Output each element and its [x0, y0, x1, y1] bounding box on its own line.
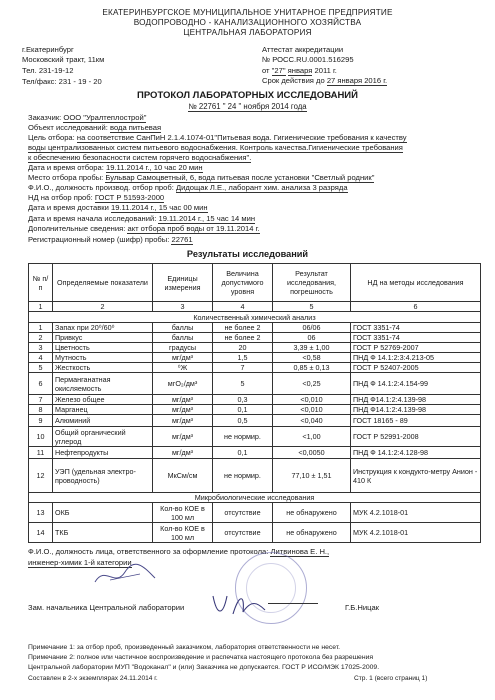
row-result: <0,58 [273, 353, 351, 363]
col-number: 3 [153, 302, 213, 312]
row-parameter: УЭП (удельная электро-проводность) [53, 459, 153, 493]
accreditation-title: Аттестат аккредитации [262, 45, 344, 54]
purpose-line3 [28, 153, 251, 162]
customer-value: ООО "Уралтеплострой" [63, 113, 147, 122]
row-number: 1 [29, 323, 53, 333]
section-micro-label: Микробиологические исследования [29, 493, 481, 503]
row-parameter: Жесткость [53, 363, 153, 373]
row-result: <1,00 [273, 427, 351, 447]
nd-value: ГОСТ Р 51593-2000 [94, 193, 165, 202]
row-limit: 7 [213, 363, 273, 373]
row-parameter: Цветность [53, 343, 153, 353]
extra-label: Дополнительные сведения: [28, 224, 126, 233]
sampling-label: Дата и время отбора: [28, 163, 104, 172]
row-limit: 1,5 [213, 353, 273, 363]
responsible-label: Ф.И.О., должность лица, ответственного за оформление протокола: [28, 547, 269, 556]
table-row [29, 323, 481, 333]
purpose-value-2: воды централизованных систем питьевого водоснабжения. Контроль качества.Гигиенические требования [28, 143, 403, 152]
responsible-name: Литвинова Е. Н., [270, 547, 330, 556]
protocol-number-text: № 22761 " 24 " ноября 2014 года [188, 102, 307, 111]
footer-pages: Стр. 1 (всего страниц 1) [354, 675, 428, 682]
row-parameter: Перманганатная окисляемость [53, 373, 153, 395]
row-number: 7 [29, 395, 53, 405]
row-unit-line1: Кол-во КОЕ в [160, 503, 205, 513]
note-1: Примечание 1: за отбор проб, произведенный заказчиком, лаборатория ответственности не несет. [28, 644, 341, 651]
row-number: 5 [29, 363, 53, 373]
row-parameter: Привкус [53, 333, 153, 343]
object-label: Объект исследований: [28, 123, 108, 132]
person-value: Дидощак Л.Е., лаборант хим. анализа 3 разряда [175, 183, 348, 192]
row-unit: мг/дм³ [153, 415, 213, 427]
row-method: ГОСТ 18165 - 89 [351, 415, 481, 427]
col-num-header: № п/п [29, 264, 53, 302]
address-tel: Тел. 231-19-12 [22, 66, 74, 75]
section-row-micro [29, 493, 481, 503]
row-unit: баллы [153, 333, 213, 343]
footer-copies: Составлен в 2-х экземплярах 24.11.2014 г. [28, 675, 158, 682]
row-limit: 20 [213, 343, 273, 353]
row-limit: отсутствие [213, 523, 273, 543]
row-unit: баллы [153, 323, 213, 333]
row-parameter: ТКБ [53, 523, 153, 543]
row-limit: не нормир. [213, 427, 273, 447]
sampling-line [28, 163, 203, 172]
table-row [29, 363, 481, 373]
place-label: Место отбора пробы: [28, 173, 104, 182]
row-result: 06 [273, 333, 351, 343]
accreditation-expiry [262, 76, 387, 85]
row-unit: мг/дм³ [153, 427, 213, 447]
row-unit: МкСм/см [153, 459, 213, 493]
row-limit: 5 [213, 373, 273, 395]
place-line [28, 173, 374, 182]
row-number: 3 [29, 343, 53, 353]
row-result: <0,010 [273, 395, 351, 405]
table-row [29, 523, 481, 543]
row-number: 2 [29, 333, 53, 343]
col-number: 2 [53, 302, 153, 312]
section-row-chem [29, 312, 481, 323]
row-limit: не более 2 [213, 333, 273, 343]
row-unit: ⁰Ж [153, 363, 213, 373]
row-number: 10 [29, 427, 53, 447]
row-number: 4 [29, 353, 53, 363]
row-result: 0,85 ± 0,13 [273, 363, 351, 373]
row-parameter: Железо общее [53, 395, 153, 405]
row-result: не обнаружено [273, 503, 351, 523]
row-method: Инструкция к кондукто-метру Анион - 410 К [351, 459, 481, 493]
row-method: ГОСТ Р 52991-2008 [351, 427, 481, 447]
row-result: <0,010 [273, 405, 351, 415]
row-limit: не более 2 [213, 323, 273, 333]
start-label: Дата и время начала исследований: [28, 214, 157, 223]
start-value: 19.11.2014 г., 15 час 14 мин [158, 214, 256, 223]
responsible-signature [90, 560, 160, 590]
nd-line [28, 193, 164, 202]
row-method: ГОСТ Р 52407-2005 [351, 363, 481, 373]
row-result: 3,39 ± 1,00 [273, 343, 351, 353]
row-result: <0,25 [273, 373, 351, 395]
row-unit [153, 523, 213, 543]
table-row [29, 353, 481, 363]
table-header-row [29, 264, 481, 302]
note-3: Центральной лаборатории МУП "Водоканал" и (или) Заказчика не допускается. ГОСТ Р ИСО/МЭК 17025-2009. [28, 664, 380, 671]
results-title: Результаты исследований [186, 249, 309, 259]
table-row [29, 427, 481, 447]
row-parameter: Мутность [53, 353, 153, 363]
row-limit: 0,1 [213, 405, 273, 415]
row-unit: мг/дм³ [153, 405, 213, 415]
col-number: 6 [351, 302, 481, 312]
accreditation-month: января [287, 66, 313, 75]
col-units-header: Единицы измерения [153, 264, 213, 302]
col-limit-header: Величина допустимого уровня [213, 264, 273, 302]
col-number: 4 [213, 302, 273, 312]
table-row [29, 447, 481, 459]
accreditation-expiry-value: 27 января 2016 г. [326, 76, 388, 85]
row-limit: 0,1 [213, 447, 273, 459]
row-method: ПНД Ф 14.1:2:4.154-99 [351, 373, 481, 395]
accreditation-expiry-label: Срок действия до [262, 76, 325, 85]
row-number: 11 [29, 447, 53, 459]
purpose-value-3: к обеспечению безопасности систем горячего водоснабжения". [28, 153, 252, 162]
row-unit: мг/дм³ [153, 353, 213, 363]
row-limit: 0,3 [213, 395, 273, 405]
org-name-line2: ВОДОПРОВОДНО - КАНАЛИЗАЦИОННОГО ХОЗЯЙСТВА [133, 18, 362, 27]
customer-label: Заказчик: [28, 113, 62, 122]
row-result: <0,040 [273, 415, 351, 427]
row-number: 12 [29, 459, 53, 493]
head-title: Зам. начальника Центральной лаборатории [28, 603, 185, 612]
table-row [29, 373, 481, 395]
row-limit: не нормир. [213, 459, 273, 493]
accreditation-date [262, 66, 337, 75]
protocol-title: ПРОТОКОЛ ЛАБОРАТОРНЫХ ИССЛЕДОВАНИЙ [137, 90, 358, 101]
row-method: МУК 4.2.1018-01 [351, 523, 481, 543]
row-method: ПНД Ф 14.1:2:3:4.213-05 [351, 353, 481, 363]
row-unit [153, 503, 213, 523]
delivery-line [28, 203, 208, 212]
head-name: Г.Б.Ницак [345, 603, 380, 612]
row-method: ПНД Ф14.1:2:4.139-98 [351, 405, 481, 415]
row-number: 6 [29, 373, 53, 395]
row-limit: 0,5 [213, 415, 273, 427]
nd-label: НД на отбор проб: [28, 193, 93, 202]
row-parameter: Марганец [53, 405, 153, 415]
accreditation-day: "27" [271, 66, 286, 75]
micro-rows [29, 503, 481, 543]
row-parameter: Алюминий [53, 415, 153, 427]
extra-line [28, 224, 260, 233]
head-signature [205, 590, 275, 618]
col-result-header: Результат исследования, погрешность [273, 264, 351, 302]
table-row [29, 395, 481, 405]
note-2: Примечание 2: полное или частичное воспроизведение и распечатка настоящего протокола без разрешения [28, 654, 374, 661]
row-parameter: Общий органический углерод [53, 427, 153, 447]
col-method-header: НД на методы исследования [351, 264, 481, 302]
row-limit: отсутствие [213, 503, 273, 523]
row-unit-line1: Кол-во КОЕ в [160, 523, 205, 533]
address-city: г.Екатеринбург [22, 45, 74, 54]
row-method: ПНД Ф14.1:2:4.139-98 [351, 395, 481, 405]
purpose-line1 [28, 133, 407, 142]
reg-line [28, 235, 193, 244]
row-method: МУК 4.2.1018-01 [351, 503, 481, 523]
delivery-value: 19.11.2014 г., 15 час 00 мин [111, 203, 208, 212]
accreditation-number: № РОСС.RU.0001.516295 [262, 55, 354, 64]
purpose-value-1: на соответствие СанПиН 2.1.4.1074-01"Питьевая вода. Гигиенические требования к качеству [76, 133, 407, 142]
reg-value: 22761 [171, 235, 193, 244]
row-number: 9 [29, 415, 53, 427]
address-fax: Тел/факс: 231 - 19 - 20 [22, 77, 102, 86]
object-value: вода питьевая [110, 123, 162, 132]
table-row [29, 333, 481, 343]
accreditation-year: 2011 г. [314, 66, 337, 75]
row-parameter: Нефтепродукты [53, 447, 153, 459]
col-param-header: Определяемые показатели [53, 264, 153, 302]
row-unit: мгО₂/дм³ [153, 373, 213, 395]
sampling-value: 19.11.2014 г., 10 час 20 мин [106, 163, 203, 172]
start-line [28, 214, 255, 223]
row-number: 8 [29, 405, 53, 415]
row-method: ПНД Ф 14.1:2:4.128-98 [351, 447, 481, 459]
delivery-label: Дата и время доставки [28, 203, 109, 212]
row-method: ГОСТ Р 52769-2007 [351, 343, 481, 353]
row-result: не обнаружено [273, 523, 351, 543]
customer-line [28, 113, 146, 122]
chem-rows [29, 323, 481, 493]
row-unit: мг/дм³ [153, 447, 213, 459]
row-parameter: Запах при 20⁰/60⁰ [53, 323, 153, 333]
row-unit-line2: 100 мл [170, 512, 195, 522]
row-result: 77,10 ± 1,51 [273, 459, 351, 493]
row-number: 14 [29, 523, 53, 543]
results-table [28, 263, 481, 543]
org-name-line1: ЕКАТЕРИНБУРГСКОЕ МУНИЦИПАЛЬНОЕ УНИТАРНОЕ ПРЕДПРИЯТИЕ [102, 8, 393, 17]
row-unit: мг/дм³ [153, 395, 213, 405]
section-chem-label: Количественный химический анализ [29, 312, 481, 323]
row-method: ГОСТ 3351-74 [351, 323, 481, 333]
table-row [29, 415, 481, 427]
object-line [28, 123, 161, 132]
col-numbers-row [29, 302, 481, 312]
person-line [28, 183, 348, 192]
row-number: 13 [29, 503, 53, 523]
col-number: 1 [29, 302, 53, 312]
table-row [29, 503, 481, 523]
extra-value: акт отбора проб воды от 19.11.2014 г. [127, 224, 260, 233]
person-label: Ф.И.О., должность производ. отбор проб: [28, 183, 174, 192]
row-unit-line2: 100 мл [170, 532, 195, 542]
row-result: 06/06 [273, 323, 351, 333]
reg-label: Регистрационный номер (шифр) пробы: [28, 235, 170, 244]
row-parameter: ОКБ [53, 503, 153, 523]
place-value: Бульвар Самоцветный, 6, вода питьевая после установки "Светлый родник" [105, 173, 375, 182]
head-signature-line [268, 603, 318, 604]
col-number: 5 [273, 302, 351, 312]
org-name-line3: ЦЕНТРАЛЬНАЯ ЛАБОРАТОРИЯ [183, 28, 312, 37]
table-row [29, 405, 481, 415]
table-row [29, 459, 481, 493]
address-street: Московский тракт, 11км [22, 55, 105, 64]
row-method: ГОСТ 3351-74 [351, 333, 481, 343]
accreditation-date-prefix: от [262, 66, 270, 75]
responsible-position-text: инженер-химик 1-й категории [28, 558, 132, 567]
row-unit: градусы [153, 343, 213, 353]
protocol-number [0, 102, 495, 111]
row-result: <0,0050 [273, 447, 351, 459]
purpose-line2 [28, 143, 403, 152]
table-row [29, 343, 481, 353]
purpose-label: Цель отбора: [28, 133, 75, 142]
